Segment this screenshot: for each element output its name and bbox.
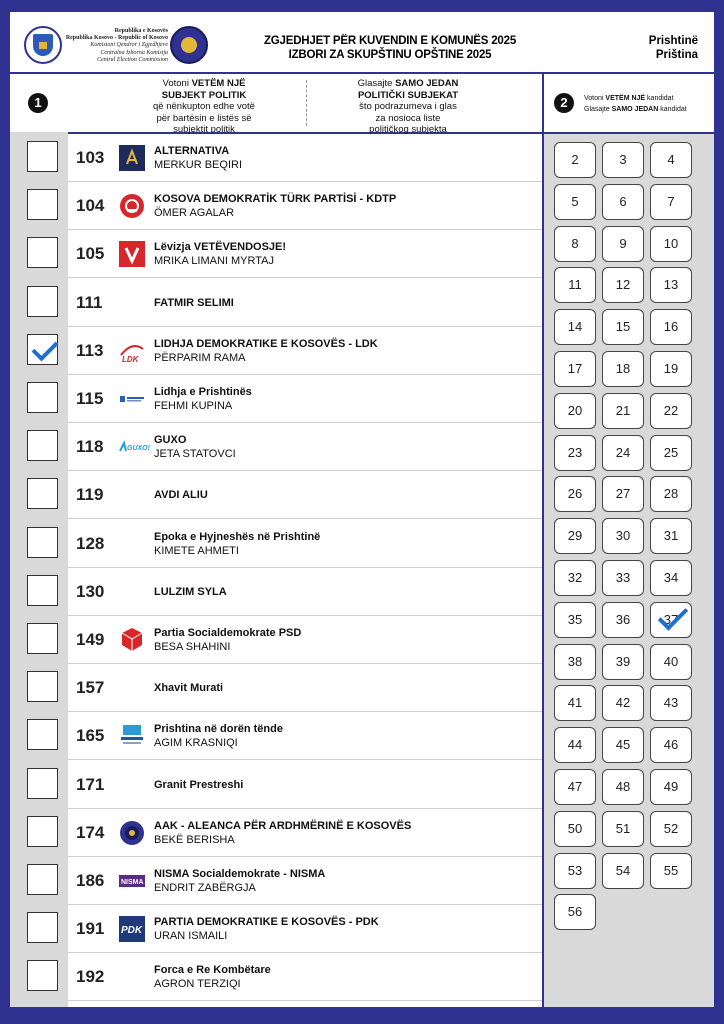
- candidate-box[interactable]: 27: [602, 476, 644, 512]
- ballot-sheet: [10, 12, 714, 1007]
- section2-number-badge: 2: [554, 93, 574, 113]
- entity-row[interactable]: [10, 568, 542, 616]
- candidate-box[interactable]: 34: [650, 560, 692, 596]
- section2-header: [544, 74, 714, 134]
- entity-row[interactable]: [10, 664, 542, 712]
- entity-checkbox[interactable]: [27, 334, 58, 365]
- row-divider: [68, 1000, 542, 1001]
- entity-row[interactable]: [10, 182, 542, 230]
- entity-row[interactable]: [10, 905, 542, 953]
- instr-emphasis: VETËM NJË: [191, 78, 246, 89]
- lidhja-prishtines-logo: [118, 385, 146, 413]
- candidate-box[interactable]: 29: [554, 518, 596, 554]
- entity-checkbox[interactable]: [27, 286, 58, 317]
- instr-emphasis: SUBJEKT POLITIK: [161, 89, 247, 101]
- entity-number: 115: [76, 389, 104, 408]
- list-leader-name: BESA SHAHINI: [154, 641, 231, 653]
- candidate-box[interactable]: 3: [602, 142, 644, 178]
- instr-emphasis: POLITIČKI SUBJEKAT: [357, 89, 459, 101]
- candidate-box[interactable]: 15: [602, 309, 644, 345]
- list-leader-name: JETA STATOVCI: [154, 448, 236, 461]
- entity-row[interactable]: [10, 134, 542, 182]
- candidate-box[interactable]: 14: [554, 309, 596, 345]
- entity-name: Granit Prestreshi: [154, 778, 244, 791]
- instr-emphasis: SAMO JEDAN: [611, 106, 659, 113]
- entity-checkbox[interactable]: [27, 141, 58, 172]
- entity-row[interactable]: [10, 327, 542, 375]
- municipality-name: [649, 34, 698, 62]
- candidate-box[interactable]: 49: [650, 769, 692, 805]
- entity-name: LIDHJA DEMOKRATIKE E KOSOVËS - LDK: [154, 337, 378, 350]
- candidate-box[interactable]: 13: [650, 267, 692, 303]
- entity-name: KOSOVA DEMOKRATİK TÜRK PARTİSİ - KDTP: [154, 193, 397, 206]
- entity-row[interactable]: [10, 857, 542, 905]
- candidate-box[interactable]: 41: [554, 685, 596, 721]
- kdtp-logo: [118, 192, 146, 220]
- entity-name: AAK - ALEANCA PËR ARDHMËRINË E KOSOVËS: [154, 819, 412, 832]
- election-title: [255, 34, 525, 62]
- entity-number: 191: [76, 919, 105, 939]
- entity-number: 119: [76, 485, 104, 505]
- entity-name: NISMA Socialdemokrate - NISMA: [154, 868, 326, 880]
- kosovo-coat-of-arms-icon: [24, 26, 62, 64]
- candidate-box[interactable]: 31: [650, 518, 692, 554]
- candidate-box[interactable]: 25: [650, 435, 692, 471]
- entity-number: 165: [76, 726, 105, 746]
- candidate-box[interactable]: 6: [602, 184, 644, 220]
- list-leader-name: MERKUR BEQIRI: [154, 159, 243, 171]
- entity-row[interactable]: [10, 520, 542, 568]
- entity-checkbox[interactable]: [27, 430, 58, 461]
- candidate-box[interactable]: 20: [554, 393, 596, 429]
- entity-checkbox[interactable]: [27, 189, 58, 220]
- candidate-box[interactable]: 39: [602, 644, 644, 680]
- candidate-box[interactable]: 48: [602, 769, 644, 805]
- entity-name: Xhavit Murati: [154, 682, 224, 695]
- candidate-box[interactable]: 19: [650, 351, 692, 387]
- list-leader-name: AGIM KRASNIQI: [154, 737, 238, 750]
- section1-header: [10, 74, 542, 134]
- candidate-box[interactable]: 10: [650, 226, 692, 262]
- candidate-box[interactable]: 32: [554, 560, 596, 596]
- candidate-box[interactable]: 16: [650, 309, 692, 345]
- section1-instruction-albanian: [104, 78, 304, 136]
- instr-text: që nënkupton edhe votë: [153, 101, 255, 112]
- entity-name: Lëvizja VETËVENDOSJE!: [154, 241, 287, 254]
- candidate-box[interactable]: 36: [602, 602, 644, 638]
- entity-name: Prishtina në dorën tënde: [154, 723, 283, 736]
- municipality-serbian: Priština: [655, 49, 698, 61]
- list-leader-name: MRIKA LIMANI MYRTAJ: [154, 255, 275, 268]
- entity-number: 118: [76, 437, 104, 457]
- instr-text: subjektit politik: [173, 124, 235, 135]
- candidate-box[interactable]: 5: [554, 184, 596, 220]
- instr-text: političkog subjekta: [369, 124, 447, 135]
- entity-name: FATMIR SELIMI: [154, 296, 234, 309]
- candidate-box[interactable]: 33: [602, 560, 644, 596]
- candidate-box[interactable]: 55: [650, 853, 692, 889]
- entity-number: 130: [76, 581, 105, 601]
- candidate-box[interactable]: 26: [554, 476, 596, 512]
- psd-logo: [118, 626, 146, 654]
- list-leader-name: AGRON TERZIQI: [154, 978, 241, 991]
- alternativa-logo: [118, 144, 146, 172]
- svg-text:GUXO!: GUXO!: [127, 445, 150, 453]
- vetevendosje-logo: [118, 240, 146, 268]
- institution-line: Komisioni Qendror i Zgjedhjeve: [90, 42, 168, 49]
- title-serbian: IZBORI ZA SKUPŠTINU OPŠTINE 2025: [288, 49, 492, 61]
- entity-number: 171: [76, 774, 105, 794]
- candidate-box[interactable]: 9: [602, 226, 644, 262]
- entity-name: Partia Socialdemokrate PSD: [154, 627, 302, 639]
- candidate-section: [544, 74, 714, 1007]
- candidate-box[interactable]: 53: [554, 853, 596, 889]
- instr-text: për bartësin e listës së: [156, 112, 252, 124]
- municipality-albanian: Prishtinë: [648, 35, 698, 47]
- instr-text: Votoni: [162, 78, 192, 89]
- entity-name: Forca e Re Kombëtare: [154, 964, 271, 977]
- entity-number: 104: [76, 196, 105, 216]
- list-leader-name: PËRPARIM RAMA: [154, 351, 246, 364]
- entity-checkbox[interactable]: [27, 912, 58, 943]
- entity-name: Epoka e Hyjneshës në Prishtinë: [154, 530, 321, 543]
- pdk-logo: [118, 915, 146, 943]
- candidate-box[interactable]: 38: [554, 644, 596, 680]
- candidate-number-grid: [544, 134, 714, 1007]
- prishtina-dore-logo: [118, 722, 146, 750]
- svg-text:PDK: PDK: [121, 925, 143, 937]
- entity-checkbox[interactable]: [27, 671, 58, 702]
- candidate-box[interactable]: 18: [602, 351, 644, 387]
- instr-text: što podrazumeva i glas: [359, 101, 457, 112]
- entity-number: 113: [76, 340, 104, 360]
- entity-number: 186: [76, 871, 105, 890]
- candidate-box[interactable]: 30: [602, 518, 644, 554]
- section2-instruction: [584, 93, 687, 115]
- entity-name: AVDI ALIU: [154, 489, 208, 502]
- entity-number: 103: [76, 148, 105, 167]
- entity-row[interactable]: [10, 953, 542, 1001]
- entity-checkbox[interactable]: [27, 768, 58, 799]
- instr-text: Glasajte: [357, 78, 396, 89]
- entity-name: ALTERNATIVA: [154, 145, 230, 157]
- list-leader-name: URAN ISMAILI: [154, 930, 228, 943]
- candidate-box[interactable]: 40: [650, 644, 692, 680]
- entity-number: 105: [76, 244, 105, 264]
- svg-text:LDK: LDK: [122, 354, 139, 364]
- list-leader-name: FEHMI KUPINA: [154, 400, 233, 412]
- ldk-logo: [118, 337, 146, 365]
- instr-text: Glasajte: [584, 106, 612, 113]
- candidate-box[interactable]: 23: [554, 435, 596, 471]
- institution-line: Republika e Kosovës: [114, 28, 168, 34]
- entity-checkbox[interactable]: [27, 960, 58, 991]
- candidate-box[interactable]: 56: [554, 894, 596, 930]
- candidate-box[interactable]: 28: [650, 476, 692, 512]
- instr-emphasis: SAMO JEDAN: [395, 78, 459, 89]
- candidate-box[interactable]: 7: [650, 184, 692, 220]
- candidate-box[interactable]: 21: [602, 393, 644, 429]
- entity-name: Lidhja e Prishtinës: [154, 386, 252, 398]
- title-albanian: ZGJEDHJET PËR KUVENDIN E KOMUNËS 2025: [263, 35, 517, 47]
- institution-block: [58, 28, 168, 64]
- candidate-box[interactable]: 8: [554, 226, 596, 262]
- entity-checkbox[interactable]: [27, 527, 58, 558]
- candidate-box[interactable]: 50: [554, 811, 596, 847]
- entity-row[interactable]: [10, 471, 542, 519]
- instr-text: kandidat: [645, 95, 674, 102]
- cec-seal-icon: [170, 26, 208, 64]
- entity-checkbox[interactable]: [27, 623, 58, 654]
- entity-name: LULZIM SYLA: [154, 585, 227, 598]
- guxo-logo: [118, 433, 150, 461]
- entity-number: 174: [76, 822, 105, 842]
- candidate-box[interactable]: 2: [554, 142, 596, 178]
- institution-line: Republika Kosovo - Republic of Kosovo: [65, 35, 168, 42]
- aak-logo: [118, 819, 146, 847]
- entity-checkbox[interactable]: [27, 478, 58, 509]
- entity-checkbox[interactable]: [27, 575, 58, 606]
- entity-number: 128: [76, 533, 105, 553]
- candidate-box[interactable]: 47: [554, 769, 596, 805]
- list-leader-name: BEKË BERISHA: [154, 833, 235, 846]
- candidate-box[interactable]: 52: [650, 811, 692, 847]
- instr-text: kandidat: [658, 106, 687, 113]
- entity-checkbox[interactable]: [27, 864, 58, 895]
- entity-number: 157: [76, 678, 105, 698]
- svg-text:NISMA: NISMA: [121, 879, 144, 886]
- candidate-box[interactable]: 45: [602, 727, 644, 763]
- entity-row[interactable]: [10, 230, 542, 278]
- candidate-box[interactable]: 51: [602, 811, 644, 847]
- political-entity-section: [10, 74, 544, 1007]
- entity-name: GUXO: [154, 434, 187, 447]
- candidate-box[interactable]: 24: [602, 435, 644, 471]
- candidate-box[interactable]: 42: [602, 685, 644, 721]
- candidate-box[interactable]: 43: [650, 685, 692, 721]
- list-leader-name: ENDRIT ZABËRGJA: [154, 882, 256, 894]
- entity-checkbox[interactable]: [27, 237, 58, 268]
- candidate-box[interactable]: 11: [554, 267, 596, 303]
- candidate-box[interactable]: 37: [650, 602, 692, 638]
- entity-row[interactable]: [10, 809, 542, 857]
- entity-checkbox[interactable]: [27, 382, 58, 413]
- institution-line: Central Election Commission: [97, 56, 168, 63]
- list-leader-name: ÖMER AGALAR: [154, 207, 235, 220]
- section1-instruction-serbian: [308, 78, 508, 136]
- nisma-logo: [118, 867, 146, 895]
- candidate-box[interactable]: 46: [650, 727, 692, 763]
- entity-number: 149: [76, 630, 105, 649]
- candidate-box[interactable]: 35: [554, 602, 596, 638]
- entity-row[interactable]: [10, 279, 542, 327]
- entity-number: 111: [76, 292, 103, 312]
- instr-text: Votoni: [584, 95, 606, 102]
- entity-name: PARTIA DEMOKRATIKE E KOSOVËS - PDK: [154, 916, 379, 929]
- entity-number: 192: [76, 967, 105, 987]
- entity-row[interactable]: [10, 761, 542, 809]
- section1-number-badge: 1: [28, 93, 48, 113]
- ballot-header: [10, 12, 714, 74]
- entity-row[interactable]: [10, 616, 542, 664]
- instr-text: za nosioca liste: [375, 112, 441, 124]
- list-leader-name: KIMETE AHMETI: [154, 544, 239, 557]
- candidate-box[interactable]: 17: [554, 351, 596, 387]
- candidate-box[interactable]: 12: [602, 267, 644, 303]
- entity-checkbox[interactable]: [27, 719, 58, 750]
- candidate-box[interactable]: 54: [602, 853, 644, 889]
- entity-row[interactable]: [10, 712, 542, 760]
- instr-emphasis: VETËM NJË: [605, 95, 646, 102]
- candidate-box[interactable]: 4: [650, 142, 692, 178]
- entity-checkbox[interactable]: [27, 816, 58, 847]
- entity-row[interactable]: [10, 423, 542, 471]
- institution-line: Centralna Izborna Komisija: [100, 49, 168, 56]
- candidate-box[interactable]: 44: [554, 727, 596, 763]
- entity-row[interactable]: [10, 375, 542, 423]
- candidate-box[interactable]: 22: [650, 393, 692, 429]
